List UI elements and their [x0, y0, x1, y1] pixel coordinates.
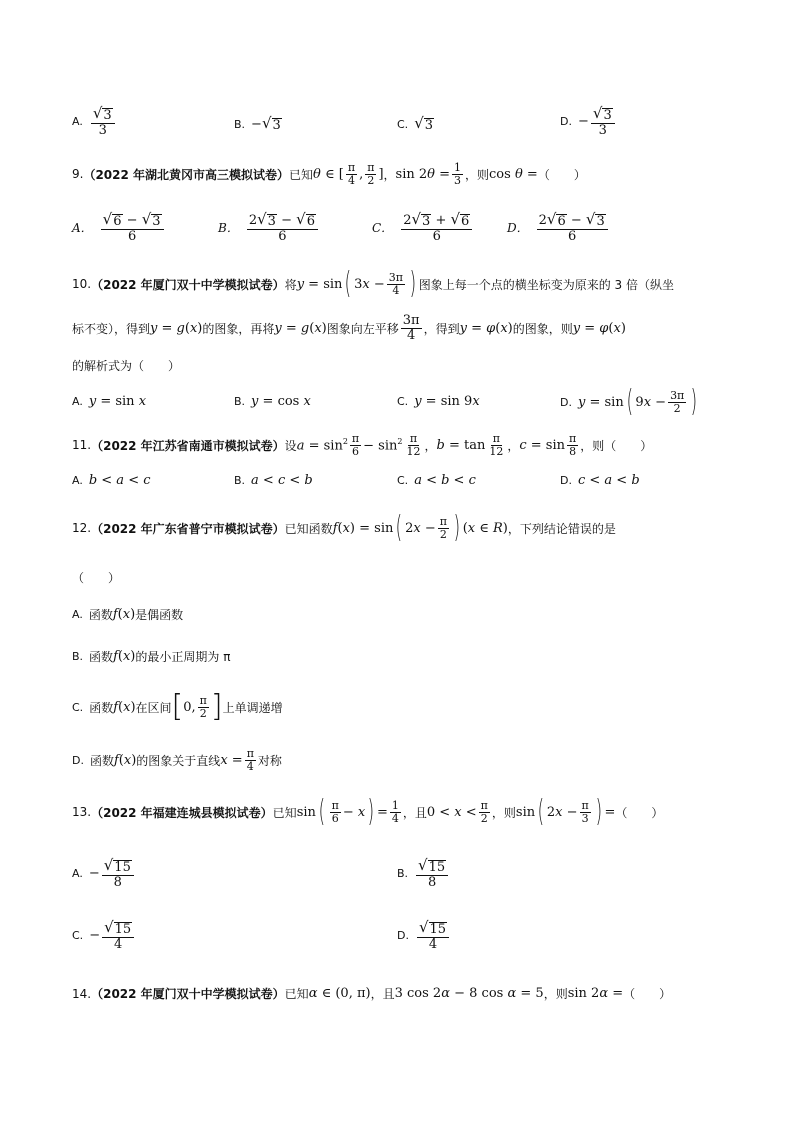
fraction: √ 3 3: [91, 106, 115, 138]
q8-option-b: B. − √ 3: [234, 114, 281, 133]
q10-stem-line3: 的解析式为（ ）: [72, 359, 181, 373]
option-label: D.: [560, 115, 572, 129]
q12-option-d: D. 函数 f(x) 的图象关于直线 x = $\frac{\pi}{4}$ 对称: [72, 747, 282, 773]
q12-blank: （ ）: [72, 571, 121, 585]
q9-option-b: B． 2 √ 3 − √ 6 6: [218, 212, 320, 244]
q10-option-d: D. y = sin ( 9x − $\frac{3\pi}{2}$ ): [560, 384, 698, 419]
q14-stem: 14. （2022 年厦门双十中学模拟试卷） 已知 α ∈ (0, π) ，且 3 cos 2α − 8 cos α = 5 ，则 sin 2α = （ ）: [72, 986, 672, 1001]
q13-option-d: D. √ 15 4: [397, 920, 451, 952]
q11-option-a: A. b < a < c: [72, 473, 151, 488]
q8-option-c: C. √ 3: [397, 114, 434, 133]
q8-option-a: [72, 106, 117, 138]
q10-stem-line1: 10. （2022 年厦门双十中学模拟试卷） 将 y = sin ( 3x − $\frac{3\pi}{4}$ ) 图象上每一个点的横坐标变为原来的 3 倍（纵坐: [72, 266, 674, 301]
q10-option-b: B. y = cos x: [234, 394, 311, 409]
question-source: （2022 年湖北黄冈市高三模拟试卷）: [83, 167, 290, 182]
q13-stem: 13. （2022 年福建连城县模拟试卷） 已知 sin ( π 6 − x ) = $\frac{1}{4}$ ，且 0 < x < π 2 ，则 sin ( 2x − $\frac{\pi}{3}$ ) = （ ）: [72, 794, 664, 829]
q12-option-c: C. 函数 f(x) 在区间 [ 0, π 2 ] 上单调递增: [72, 689, 283, 724]
option-label: B.: [234, 118, 246, 132]
q13-option-b: B. √ 15 8: [397, 858, 450, 890]
q9-option-c: C． 2 √ 3 + √ 6 6: [372, 212, 474, 244]
fraction: √ 3 3: [591, 106, 615, 138]
q11-option-b: B. a < c < b: [234, 473, 313, 488]
q9-option-a: A． √ 6 − √ 3 6: [72, 212, 166, 244]
question-source: （2022 年厦门双十中学模拟试卷）: [91, 987, 285, 1001]
question-source: （2022 年广东省普宁市模拟试卷）: [91, 521, 285, 536]
q12-option-a: A. 函数 f(x) 是偶函数: [72, 607, 184, 622]
option-label: A.: [72, 115, 83, 129]
q12-option-b: B. 函数 f(x) 的最小正周期为 π: [72, 649, 231, 664]
question-source: （2022 年厦门双十中学模拟试卷）: [91, 277, 285, 292]
q8-option-d: D. − √ 3 3: [560, 106, 617, 138]
q10-stem-line2: 标不变），得到 y = g(x) 的图象，再将 y = g(x) 图象向左平移 3π 4 ，得到 y = φ(x) 的图象，则 y = φ(x): [72, 313, 626, 343]
q11-option-c: C. a < b < c: [397, 473, 476, 488]
q12-stem: 12. （2022 年广东省普宁市模拟试卷） 已知函数 f(x) = sin ( 2x − $\frac{\pi}{2}$ ) (x ∈ R) ，下列结论错误的是: [72, 510, 616, 545]
option-label: C.: [397, 118, 409, 132]
q9-stem: 9. （2022 年湖北黄冈市高三模拟试卷） 已知 θ ∈ [ π 4 , π 2 ] ， sin 2θ = $\frac{1}{3}$ ，则 cos θ = （ ）: [72, 161, 586, 187]
q9-option-d: D． 2 √ 6 − √ 3 6: [507, 212, 610, 244]
q13-option-c: C. − √ 15 4: [72, 920, 136, 952]
q10-option-a: A. y = sin x: [72, 394, 147, 409]
q10-option-c: C. y = sin 9x: [397, 394, 480, 409]
q11-option-d: D. c < a < b: [560, 473, 640, 488]
question-source: （2022 年江苏省南通市模拟试卷）: [91, 438, 285, 453]
q11-stem: 11. （2022 年江苏省南通市模拟试卷） 设 $a = \sin^2$ π 6 − $\sin^2$ π 12 ， b = tan π 12 ， c = sin π 8 ，则（ ）: [72, 432, 653, 458]
question-source: （2022 年福建连城县模拟试卷）: [91, 805, 273, 820]
q13-option-a: A. − √ 15 8: [72, 858, 136, 890]
